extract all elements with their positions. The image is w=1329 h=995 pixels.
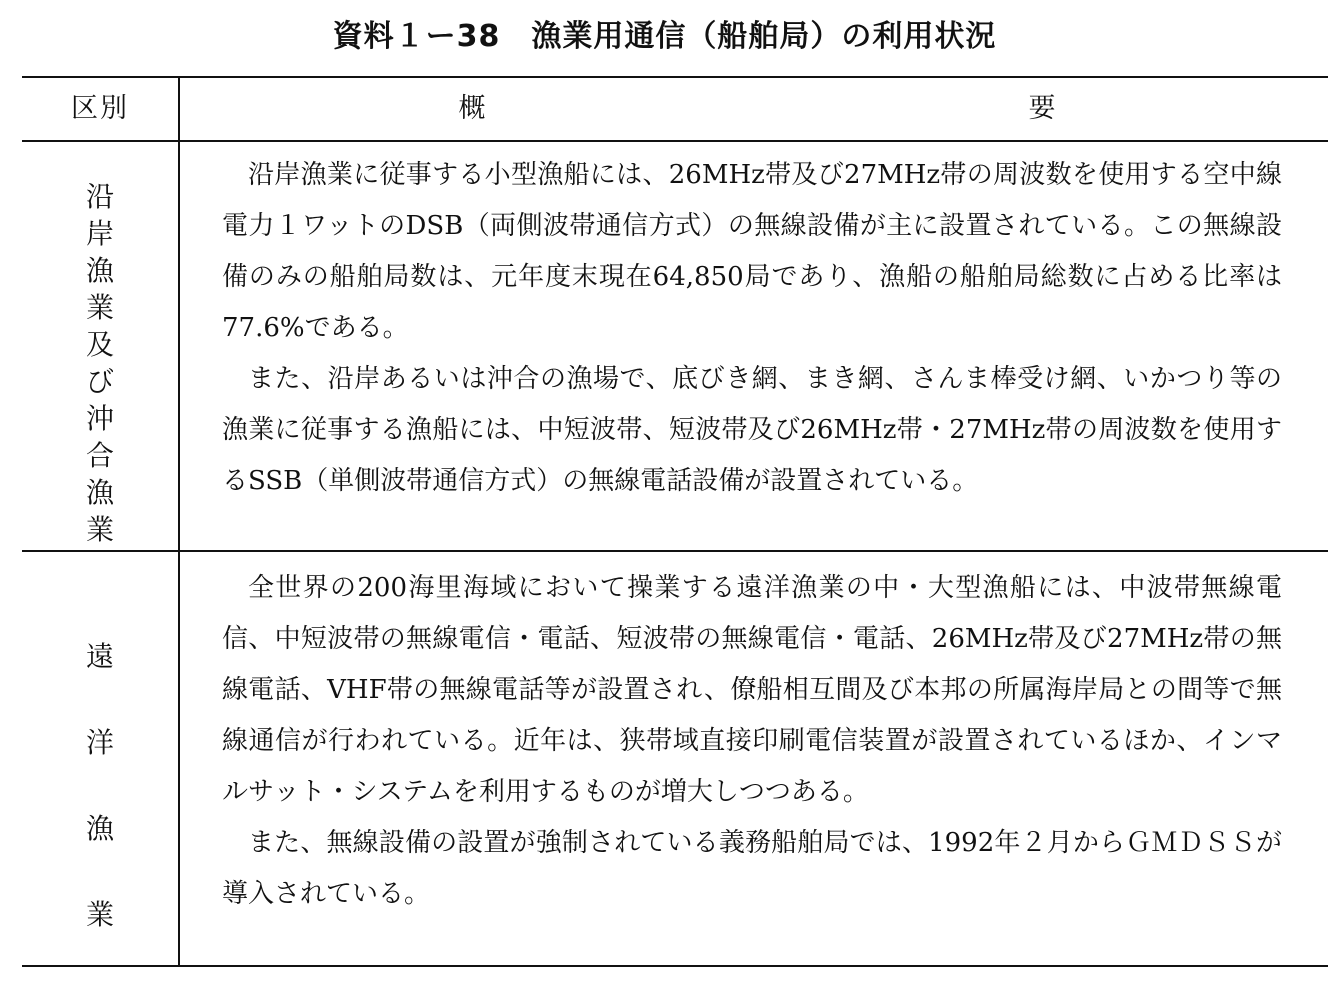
row-category-distant — [22, 614, 178, 958]
category-char: 遠 — [85, 640, 114, 673]
column-divider — [178, 78, 180, 965]
row-text-coastal — [222, 150, 1282, 507]
paragraph: 沿岸漁業に従事する小型漁船には、26MHz帯及び27MHz帯の周波数を使用する空中線電力１ワットのDSB（両側波帯通信方式）の無線設備が主に設置されている。この無線設備のみの船舶局数は、元年度末現在64,850局であり、漁船の船舶局総数に占める比率は77.6%である。 — [222, 160, 1282, 343]
category-char: 漁 — [85, 812, 114, 845]
category-char: 漁 — [85, 476, 114, 509]
category-char: 業 — [85, 898, 114, 931]
row-category-coastal — [22, 178, 178, 548]
category-char: 漁 — [85, 254, 114, 287]
category-char: 合 — [85, 439, 114, 472]
header-divider — [22, 140, 1328, 142]
paragraph: 全世界の200海里海域において操業する遠洋漁業の中・大型漁船には、中波帯無線電信、中短波帯の無線電信・電話、短波帯の無線電信・電話、26MHz帯及び27MHz帯の無線電話、VHF帯の無線電話等が設置され、僚船相互間及び本邦の所属海岸局との間等で無線通信が行われている。近年は、狭帯域直接印刷電信装置が設置されているほか、インマルサット・システムを利用するものが増大しつつある。 — [222, 573, 1282, 807]
usage-table — [22, 76, 1328, 967]
category-char: び — [85, 365, 114, 398]
row-divider — [22, 550, 1328, 552]
category-char: 洋 — [85, 726, 114, 759]
paragraph: また、沿岸あるいは沖合の漁場で、底びき網、まき網、さんま棒受け網、いかつり等の漁業に従事する漁船には、中短波帯、短波帯及び26MHz帯・27MHz帯の周波数を使用するSSB（単側波帯通信方式）の無線電話設備が設置されている。 — [222, 364, 1282, 496]
category-char: 業 — [85, 291, 114, 324]
category-char: 岸 — [85, 217, 114, 250]
category-char: 業 — [85, 513, 114, 546]
paragraph: また、無線設備の設置が強制されている義務船舶局では、1992年２月からＧＭＤＳＳが導入されている。 — [222, 828, 1282, 909]
header-category: 区別 — [71, 93, 129, 124]
row-text-distant — [222, 563, 1282, 920]
category-char: 及 — [85, 328, 114, 361]
category-char: 沿 — [85, 180, 114, 213]
document-title: 資料１ー38 漁業用通信（船舶局）の利用状況 — [332, 19, 997, 54]
header-summary-1: 概 — [458, 93, 486, 124]
header-summary-2: 要 — [1028, 93, 1056, 124]
category-char: 沖 — [85, 402, 114, 435]
